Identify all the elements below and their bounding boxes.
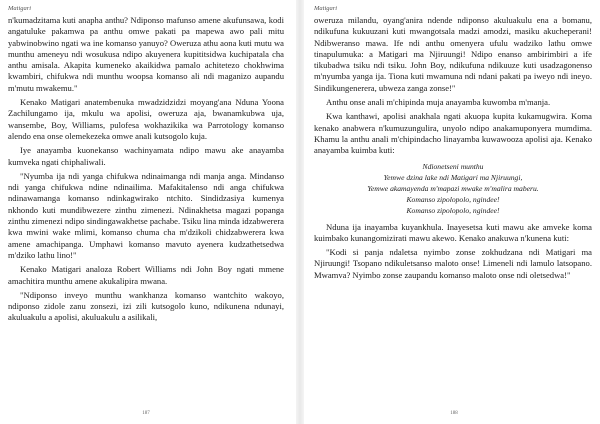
running-head: Matigari xyxy=(8,5,32,12)
page-number: 187 xyxy=(142,411,150,416)
paragraph: "Kodi si panja ndaletsa nyimbo zonse zokhudzana ndi Matigari ma Njiruungi! Tsopano ndikuletsanso maloto onse! Limeneli ndi lamulo latsopano. Mwamva? Nyimbo zonse zaupandu komanso maloto onse ndi oletsedwa!" xyxy=(314,247,592,280)
paragraph: Kenako Matigari anatembenuka mwadzidzidzi moyang'ana Nduna Yoona Zachilungamo ija, mkulu wa apolisi, oweruza aja, bwanamkubwa uja, wansembe, Boy, Williams, pulofesa wokhazikika wa Parrotology komanso alendo ena onse olemekezeka omwe anali kutsogolo kuja. xyxy=(8,97,284,141)
song-line: Yemwe akamayenda m'mapazi mwake m'malira maberu. xyxy=(367,183,539,193)
paragraph: Kenako Matigari analoza Robert Williams ndi John Boy ngati mmene amachitira munthu amene akukalipira mwana. xyxy=(8,264,284,286)
page-number: 188 xyxy=(450,411,458,416)
running-head: Matigari xyxy=(314,5,338,12)
song-verse xyxy=(314,161,592,216)
paragraph: "Ndiponso inveyo munthu wankhanza komanso wantchito wakoyo, ndiponso zidole zanu zonsezi, izi zili kutsogolo kuno, ndikunena ndunayi, akuluakulu a apolisi, akuluakulu a asilikali, xyxy=(8,289,284,323)
paragraph: oweruza milandu, oyang'anira ndende ndiponso akuluakulu ena a bomanu, ndikufuna kukuuzani kuti mwangotsala madzi amodzi, masiku akucheperani! Ndibweranso mawa. Ife ndi anthu omenyera ufulu wadziko lathu omwe tinapulumuka: a Matigari ma Njiruungi! Ndipo enanso ambirimbiri a ife tikubadwa tsiku ndi tsiku. John Boy, ndikufuna ndikuuze kuti usadzagonenso m'nyumba yanga ija. Tiona kuti mwamuna ndi ndani pakati pa iweyo ndi ineyo. Sindikungenerera, ubweza zanga zonse!" xyxy=(314,15,592,93)
paragraph: Iye anayamba kuonekanso wachinyamata ndipo mawu ake anayamba kumveka ngati chiphaliwali. xyxy=(8,145,284,167)
book-gutter xyxy=(296,0,304,424)
left-page xyxy=(0,0,292,424)
paragraph: "Nyumba ija ndi yanga chifukwa ndinaimanga ndi manja anga. Mindanso ndi yanga chifukwa ndine ndinailima. Mafakitalenso ndi anga chifukwa ndinawamanga komanso ndinkagwirako ntchito. Sindidzasiya kumenya nkhondo kuti mundibwezere zinthu zimenezi. Ndinakhetsa magazi popanga zinthu zimenezi ndipo sindingawakhetse pachabe. Tsiku lina minda idzabwerera kwa mwini wake mlimi, komanso chuma cha m'dzikoli chidzabwerera kwa amene amachipanga. Umphawi komanso mavuto ayenera kudzathetsedwa m'dziko lathu lino!" xyxy=(8,170,284,260)
song-line: Komanso zipolopolo, ngindee! xyxy=(406,205,500,215)
song-line: Yemwe dzina lake ndi Matigari ma Njiruungi, xyxy=(383,172,523,182)
song-line: Komanso zipolopolo, ngindee! xyxy=(406,194,500,204)
paragraph: Anthu onse anali m'chipinda muja anayamba kuwomba m'manja. xyxy=(326,97,551,108)
right-page xyxy=(308,0,600,424)
left-page-body xyxy=(8,15,284,327)
right-page-body xyxy=(314,15,592,284)
paragraph: Kwa kanthawi, apolisi anakhala ngati akuopa kupita kukamugwira. Koma kenako anabwera n'kumuzungulira, unyolo ndipo anakamuponyera mumdima. Khamu la anthu anali m'chipindacho linayamba kuwawooza apolisi aja. Kenako anayamba kuimba kuti: xyxy=(314,111,592,156)
paragraph: n'kumadzitama kuti anapha anthu? Ndiponso mafunso amene akufunsawa, kodi angatuluke pakamwa pa anthu omwe pakati pa mapewa awo pali mitu yabwinobwino ngati wa ine komanso yanuyo? Oweruza athu aona kuti mutu wa munthu ameneyu ndi wosukusa ndipo akuyenera kupititsidwa kuchipatala cha anthu amisala. Akapita kumeneko akaikidwa pamalo achitetezo chokhwima kwambiri, chifukwa ndi munthu woopsa komanso ali ndi maganizo aupandu m'mutu mwakemu." xyxy=(8,15,284,93)
song-line: Ndionetseni munthu xyxy=(422,161,484,171)
paragraph: Nduna ija inayamba kuyankhula. Inayesetsa kuti mawu ake amveke koma kuimbako kunangomizirati mawu akewo. Kenako anakuwa n'kunena kuti: xyxy=(314,221,592,243)
